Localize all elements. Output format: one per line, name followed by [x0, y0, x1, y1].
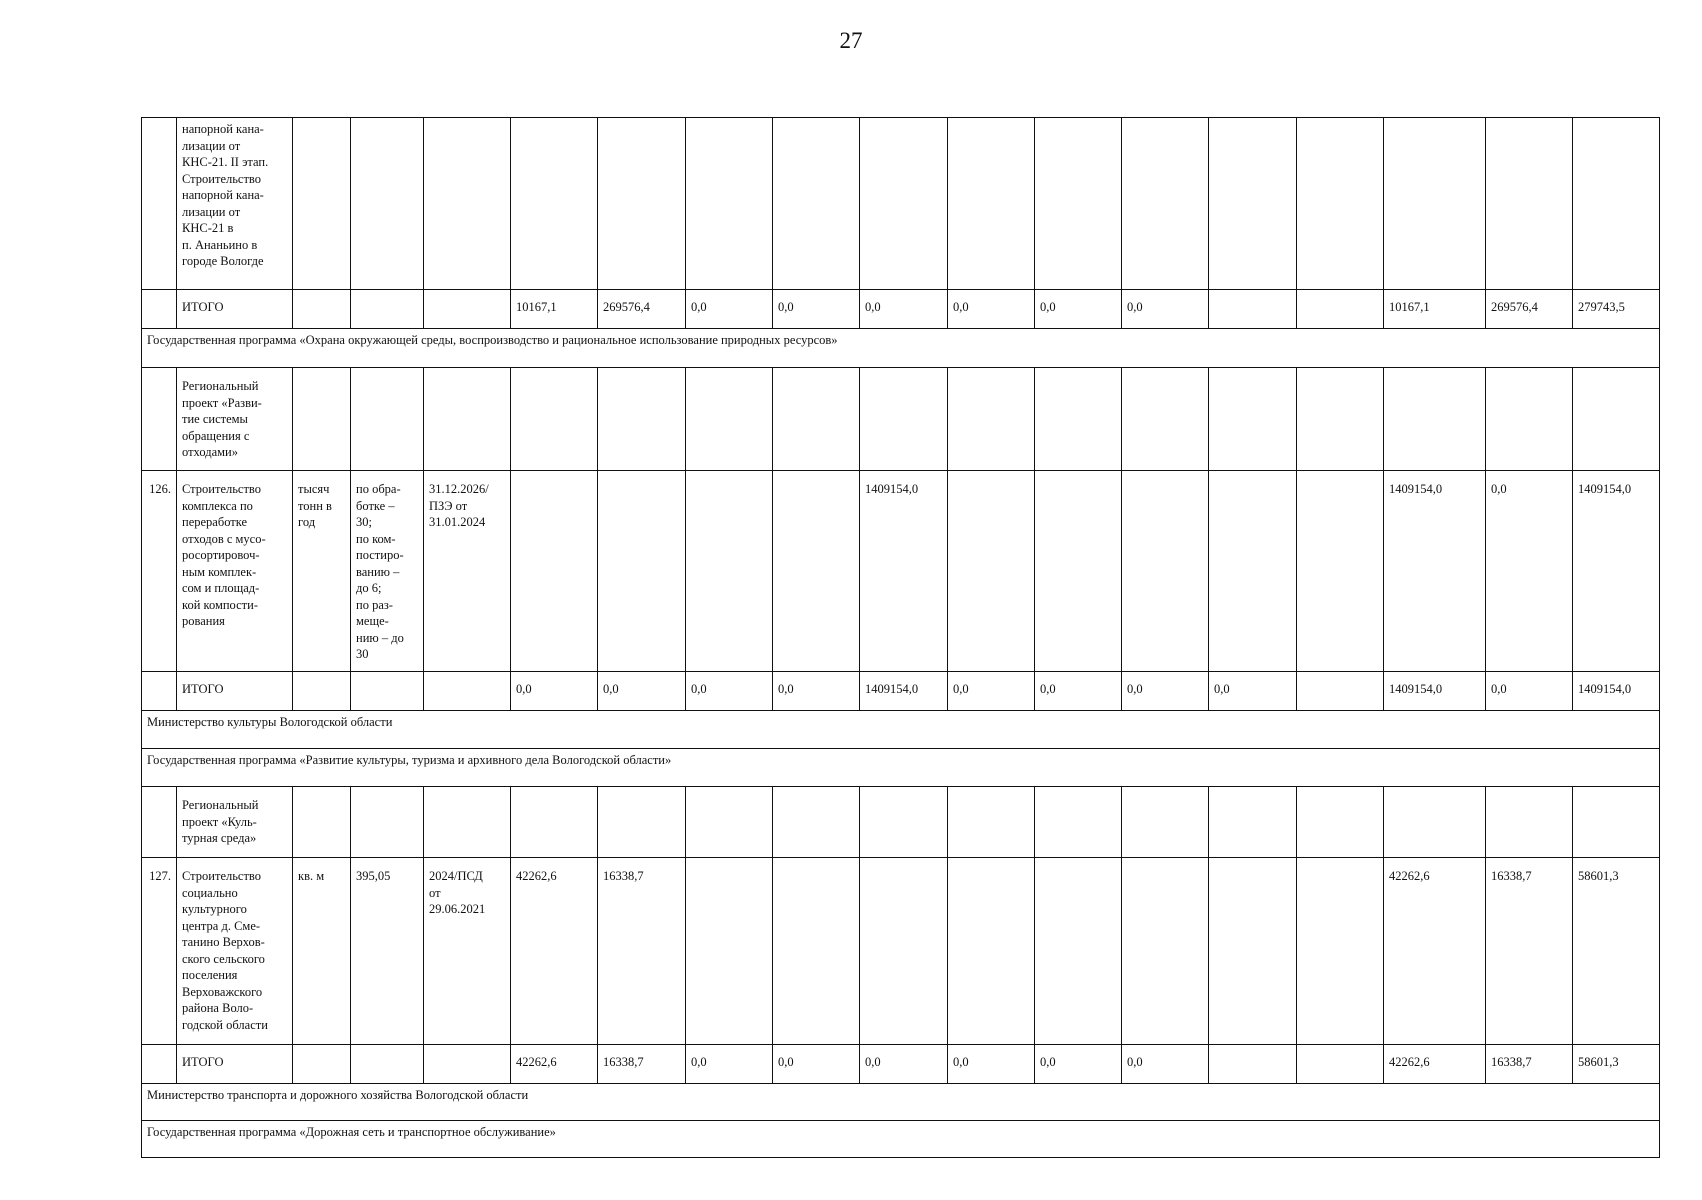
value-cell: 42262,6	[511, 858, 598, 1045]
value-cell	[686, 471, 773, 672]
program-row	[142, 1121, 1660, 1158]
value-cell	[1122, 471, 1209, 672]
project-row	[142, 368, 1660, 471]
program-row	[142, 749, 1660, 787]
ministry-row	[142, 711, 1660, 749]
total-label: ИТОГО	[177, 672, 293, 711]
value-cell: 0,0	[1035, 1045, 1122, 1084]
value-cell	[1297, 471, 1384, 672]
project-heading: Региональный проект «Куль- турная среда»	[177, 787, 293, 858]
row-number-cell	[142, 118, 177, 290]
value-cell: 1409154,0	[1384, 471, 1486, 672]
value-cell	[1122, 858, 1209, 1045]
value-cell: 0,0	[1486, 471, 1573, 672]
value-cell	[1297, 858, 1384, 1045]
total-label: ИТОГО	[177, 290, 293, 329]
term-cell: 31.12.2026/ ПЗЭ от 31.01.2024	[424, 471, 511, 672]
value-cell: 0,0	[1122, 672, 1209, 711]
project-heading: Региональный проект «Разви- тие системы обращения с отходами»	[177, 368, 293, 471]
value-cell	[511, 471, 598, 672]
program-heading: Государственная программа «Охрана окружающей среды, воспроизводство и рациональное использование природных ресурсов»	[142, 329, 1660, 368]
ministry-heading: Министерство культуры Вологодской области	[142, 711, 1660, 749]
value-cell: 0,0	[1035, 290, 1122, 329]
object-name-cell: напорной кана- лизации от КНС-21. II этап. Строительство напорной кана- лизации от КНС-21 в п. Ананьино в городе Вологде	[177, 118, 293, 290]
value-cell: 0,0	[1122, 1045, 1209, 1084]
value-cell: 1409154,0	[1573, 672, 1660, 711]
object-name-cell: Строительство социально культурного центра д. Сме- танино Верхов- ского сельского поселения Верховажского района Воло- годской области	[177, 858, 293, 1045]
total-row	[142, 672, 1660, 711]
value-cell: 269576,4	[1486, 290, 1573, 329]
value-cell: 269576,4	[598, 290, 686, 329]
value-cell: 42262,6	[1384, 1045, 1486, 1084]
value-cell: 0,0	[860, 290, 948, 329]
program-row	[142, 329, 1660, 368]
unit-cell: кв. м	[293, 858, 351, 1045]
total-label: ИТОГО	[177, 1045, 293, 1084]
value-cell	[686, 858, 773, 1045]
value-cell	[1297, 672, 1384, 711]
program-heading: Государственная программа «Развитие культуры, туризма и архивного дела Вологодской области»	[142, 749, 1660, 787]
capacity-cell: по обра- ботке – 30; по ком- постиро- ванию – до 6; по раз- меще- нию – до 30	[351, 471, 424, 672]
value-cell: 0,0	[948, 290, 1035, 329]
value-cell	[948, 858, 1035, 1045]
value-cell: 10167,1	[511, 290, 598, 329]
value-cell: 1409154,0	[1384, 672, 1486, 711]
page-number: 27	[839, 28, 863, 53]
row-number-cell: 127.	[142, 858, 177, 1045]
value-cell: 16338,7	[1486, 1045, 1573, 1084]
value-cell: 0,0	[1486, 672, 1573, 711]
value-cell	[598, 471, 686, 672]
table-row	[142, 471, 1660, 672]
value-cell	[773, 471, 860, 672]
capacity-cell: 395,05	[351, 858, 424, 1045]
value-cell: 0,0	[511, 672, 598, 711]
value-cell: 0,0	[773, 1045, 860, 1084]
table-row	[142, 118, 1660, 290]
table-row	[142, 858, 1660, 1045]
value-cell: 0,0	[686, 290, 773, 329]
term-cell: 2024/ПСД от 29.06.2021	[424, 858, 511, 1045]
value-cell	[1297, 1045, 1384, 1084]
value-cell: 0,0	[773, 672, 860, 711]
program-heading: Государственная программа «Дорожная сеть и транспортное обслуживание»	[142, 1121, 1660, 1158]
value-cell: 0,0	[686, 672, 773, 711]
value-cell: 16338,7	[598, 858, 686, 1045]
value-cell: 0,0	[948, 1045, 1035, 1084]
value-cell: 1409154,0	[1573, 471, 1660, 672]
value-cell	[1209, 1045, 1297, 1084]
value-cell: 10167,1	[1384, 290, 1486, 329]
ministry-row	[142, 1084, 1660, 1121]
value-cell	[948, 471, 1035, 672]
value-cell	[1209, 290, 1297, 329]
value-cell: 16338,7	[1486, 858, 1573, 1045]
value-cell: 279743,5	[1573, 290, 1660, 329]
value-cell: 0,0	[1122, 290, 1209, 329]
value-cell	[1035, 471, 1122, 672]
value-cell: 0,0	[948, 672, 1035, 711]
value-cell	[1209, 858, 1297, 1045]
value-cell: 1409154,0	[860, 471, 948, 672]
ministry-heading: Министерство транспорта и дорожного хозяйства Вологодской области	[142, 1084, 1660, 1121]
value-cell: 0,0	[860, 1045, 948, 1084]
value-cell	[773, 858, 860, 1045]
value-cell: 0,0	[773, 290, 860, 329]
unit-cell: тысяч тонн в год	[293, 471, 351, 672]
total-row	[142, 290, 1660, 329]
project-row	[142, 787, 1660, 858]
value-cell: 42262,6	[1384, 858, 1486, 1045]
value-cell	[1035, 858, 1122, 1045]
value-cell: 16338,7	[598, 1045, 686, 1084]
value-cell: 0,0	[1209, 672, 1297, 711]
value-cell	[1297, 290, 1384, 329]
value-cell	[1209, 471, 1297, 672]
value-cell: 0,0	[598, 672, 686, 711]
total-row	[142, 1045, 1660, 1084]
budget-table	[141, 117, 1660, 1158]
value-cell: 0,0	[1035, 672, 1122, 711]
object-name-cell: Строительство комплекса по переработке отходов с мусо- росортировоч- ным комплек- сом и площад- кой компости- рования	[177, 471, 293, 672]
value-cell	[860, 858, 948, 1045]
row-number-cell: 126.	[142, 471, 177, 672]
value-cell: 58601,3	[1573, 1045, 1660, 1084]
value-cell: 0,0	[686, 1045, 773, 1084]
value-cell: 58601,3	[1573, 858, 1660, 1045]
value-cell: 42262,6	[511, 1045, 598, 1084]
value-cell: 1409154,0	[860, 672, 948, 711]
